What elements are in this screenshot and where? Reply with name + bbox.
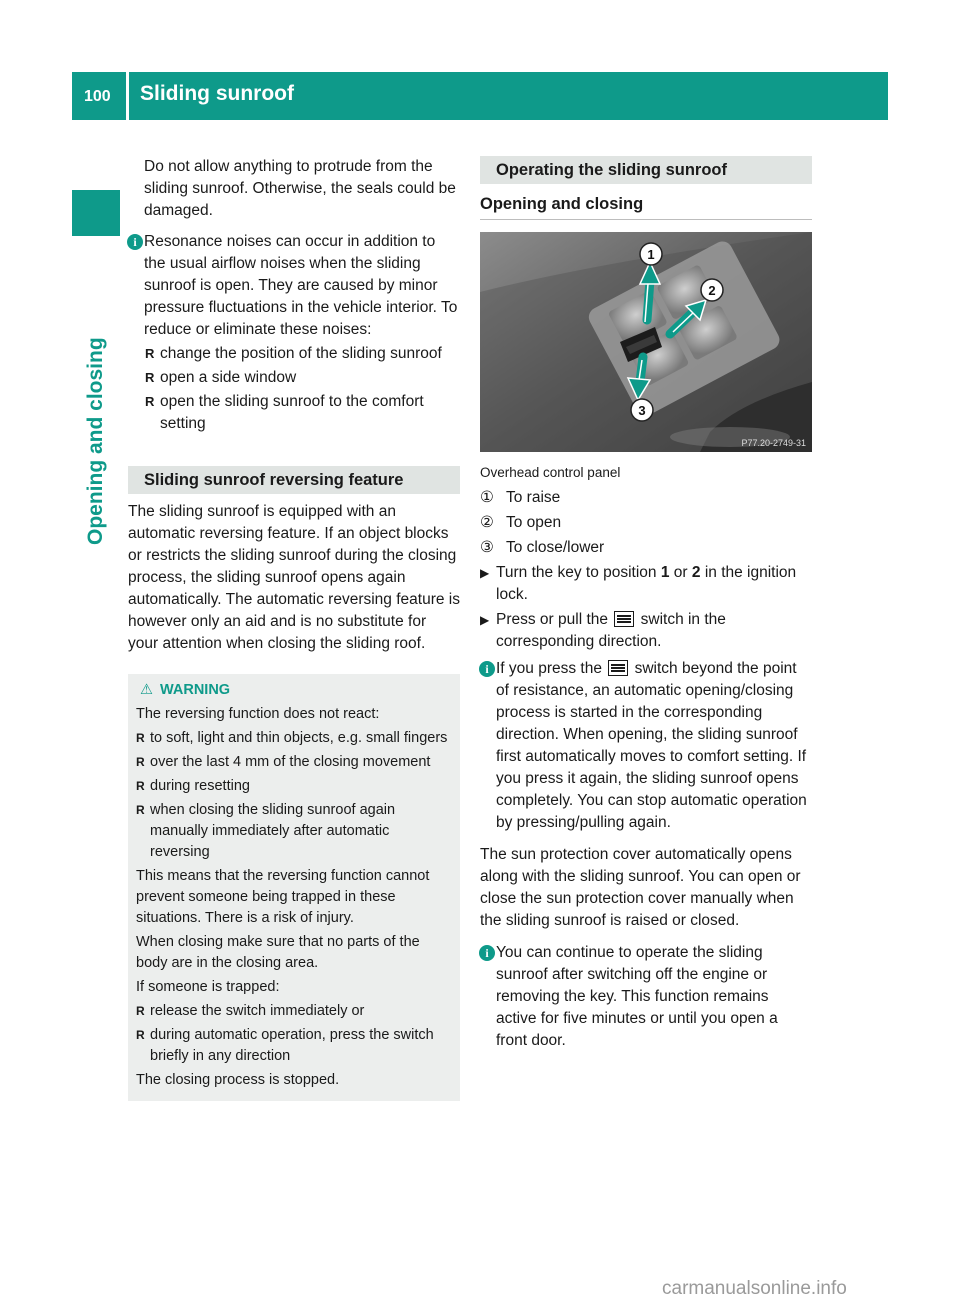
warning-triangle-icon: ⚠ [140,682,153,698]
right-column [480,156,812,1052]
footer-watermark: carmanualsonline.info [662,1278,847,1299]
sunroof-switch-icon [608,660,628,676]
list-item: R during automatic operation, press the switch briefly in any direction [136,1027,434,1064]
warning-paragraph: The closing process is stopped. [136,1072,340,1088]
action-arrow-icon: ▶ [480,613,490,627]
action-step-turn-key: ▶ Turn the key to position 1 or 2 in the ignition lock. [480,564,797,603]
callout-number: ① [480,489,494,506]
callout-item: ① To raise [480,487,812,509]
info-note-automatic: i If you press the switch beyond the point of resistance, an automatic opening/closing process is started in the corresponding direction. When opening, the sliding sunroof first automatically moves to comfort setting. If you press it again, the sliding sunroof opens completely. You can stop automatic operation by pressing/pulling again. [480,658,812,834]
info-icon: i [479,661,495,677]
left-column [128,156,460,1101]
bullet-icon: R [136,1028,145,1042]
list-item: R change the position of the sliding sunroof [128,343,460,365]
overhead-control-panel-photo [480,232,812,452]
page-number: 100 [84,88,111,105]
intro-paragraph: Do not allow anything to protrude from the sliding sunroof. Otherwise, the seals could be damaged. [144,158,456,219]
list-item: R to soft, light and thin objects, e.g. small fingers [136,728,452,749]
figure-code: P77.20-2749-31 [741,438,806,448]
info-note-continue [480,942,812,1052]
warning-intro: The reversing function does not react: [136,706,380,722]
page-title: Sliding sunroof [140,82,294,105]
control-panel-illustration [480,232,812,452]
page-header [72,72,888,120]
info-note-text: You can continue to operate the sliding sunroof after switching off the engine or removing the key. This function remains active for five minutes or until you open a front door. [496,944,778,1049]
subheading-opening-closing: Opening and closing [480,193,812,220]
header-divider [126,72,129,120]
warning-box [128,674,460,1101]
bullet-icon: R [145,370,155,385]
action-arrow-icon: ▶ [480,566,490,580]
list-item: R release the switch immediately or [136,1001,452,1022]
list-item: R open a side window [128,367,460,389]
bullet-icon: R [145,394,155,409]
list-item: R when closing the sliding sunroof again manually immediately after automatic reversing [136,802,396,860]
chapter-label-text: Opening and closing [84,337,107,545]
bullet-icon: R [136,803,145,817]
info-icon: i [127,234,143,250]
info-note-text: Resonance noises can occur in addition to the usual airflow noises when the sliding sunroof is open. They are caused by minor pressure fluctuations in the vehicle interior. To reduce or eliminate these noises: [144,233,458,338]
list-item: R during resetting [136,776,452,797]
callout-item: ③ To close/lower [480,537,812,559]
warning-paragraph: If someone is trapped: [136,979,280,995]
section-heading-reversing: Sliding sunroof reversing feature [128,466,460,494]
warning-paragraph: When closing make sure that no parts of the body are in the closing area. [136,934,420,971]
list-item: R open the sliding sunroof to the comfort setting [145,393,424,432]
sunroof-switch-icon [614,611,634,627]
info-icon: i [479,945,495,961]
figure-label-3: 3 [638,403,646,418]
section-heading-operating: Operating the sliding sunroof [480,156,812,184]
figure-label-2: 2 [708,283,716,298]
callout-number: ③ [480,539,494,556]
bullet-icon: R [145,346,155,361]
bullet-icon: R [136,731,145,745]
action-step-press-switch: ▶ Press or pull the switch in the corresponding direction. [480,611,726,650]
list-item: R over the last 4 mm of the closing movement [136,752,452,773]
warning-title: ⚠ WARNING [136,680,452,701]
bullet-icon: R [136,779,145,793]
figure-label-1: 1 [647,247,655,262]
info-note-resonance [128,231,460,341]
figure-caption: Overhead control panel [480,465,621,480]
warning-paragraph: This means that the reversing function cannot prevent someone being trapped in these situations. There is a risk of injury. [136,868,430,926]
callout-item: ② To open [480,512,812,534]
sun-protection-paragraph: The sun protection cover automatically opens along with the sliding sunroof. You can open or close the sun protection cover manually when the sliding sunroof is raised or closed. [480,846,801,929]
side-tab-marker [72,190,120,236]
bullet-icon: R [136,755,145,769]
bullet-icon: R [136,1004,145,1018]
callout-number: ② [480,514,494,531]
reversing-paragraph: The sliding sunroof is equipped with an automatic reversing feature. If an object blocks or restricts the sliding sunroof during the closing process, the sliding sunroof opens again automatically. The automatic reversing feature is however only an aid and is no substitute for your attention when closing the sliding roof. [128,503,460,652]
